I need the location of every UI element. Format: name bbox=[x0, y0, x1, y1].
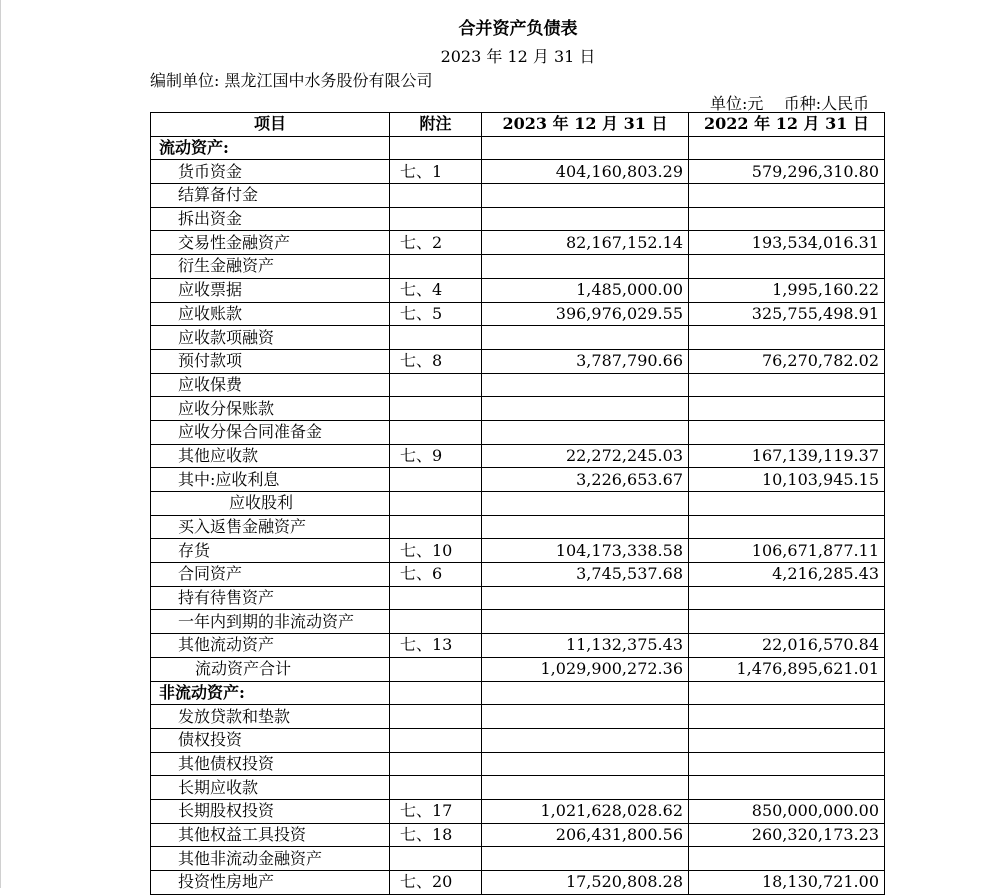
row-value-2022 bbox=[689, 610, 885, 634]
row-item: 流动资产合计 bbox=[151, 657, 390, 681]
row-note: 七、1 bbox=[390, 160, 482, 184]
row-value-2022: 579,296,310.80 bbox=[689, 160, 885, 184]
row-note: 七、13 bbox=[390, 634, 482, 658]
row-item: 其中:应收利息 bbox=[151, 468, 390, 492]
table-body bbox=[151, 136, 885, 894]
report-date: 2023 年 12 月 31 日 bbox=[440, 47, 596, 66]
row-note: 七、2 bbox=[390, 231, 482, 255]
row-item: 拆出资金 bbox=[151, 207, 390, 231]
row-value-2022: 193,534,016.31 bbox=[689, 231, 885, 255]
row-value-2023: 17,520,808.28 bbox=[482, 871, 689, 895]
table-row bbox=[151, 847, 885, 871]
row-item: 长期应收款 bbox=[151, 776, 390, 800]
table-row bbox=[151, 207, 885, 231]
table-row bbox=[151, 752, 885, 776]
row-item: 应收股利 bbox=[151, 492, 390, 516]
table-row bbox=[151, 349, 885, 373]
row-note: 七、4 bbox=[390, 278, 482, 302]
row-note: 七、10 bbox=[390, 539, 482, 563]
row-value-2022 bbox=[689, 207, 885, 231]
row-value-2023 bbox=[482, 705, 689, 729]
table-row bbox=[151, 184, 885, 208]
row-item: 应收分保账款 bbox=[151, 397, 390, 421]
row-value-2023: 1,021,628,028.62 bbox=[482, 799, 689, 823]
table-row bbox=[151, 397, 885, 421]
preparer-line bbox=[150, 68, 433, 91]
row-item: 货币资金 bbox=[151, 160, 390, 184]
row-item: 合同资产 bbox=[151, 563, 390, 587]
table-row bbox=[151, 705, 885, 729]
table-header-row bbox=[151, 113, 885, 137]
row-item: 衍生金融资产 bbox=[151, 255, 390, 279]
row-note bbox=[390, 326, 482, 350]
row-value-2023 bbox=[482, 728, 689, 752]
row-value-2022: 10,103,945.15 bbox=[689, 468, 885, 492]
row-value-2023 bbox=[482, 847, 689, 871]
row-note bbox=[390, 255, 482, 279]
row-note: 七、17 bbox=[390, 799, 482, 823]
row-value-2023 bbox=[482, 255, 689, 279]
table-row bbox=[151, 799, 885, 823]
preparer-label: 编制单位: bbox=[150, 71, 220, 90]
row-item: 存货 bbox=[151, 539, 390, 563]
row-item: 长期股权投资 bbox=[151, 799, 390, 823]
row-value-2022 bbox=[689, 705, 885, 729]
row-value-2022 bbox=[689, 420, 885, 444]
row-value-2023 bbox=[482, 420, 689, 444]
row-value-2023 bbox=[482, 397, 689, 421]
row-value-2023: 104,173,338.58 bbox=[482, 539, 689, 563]
header-item: 项目 bbox=[151, 113, 390, 137]
row-value-2023 bbox=[482, 207, 689, 231]
table-row bbox=[151, 231, 885, 255]
page-edge-line bbox=[0, 0, 1, 888]
row-note bbox=[390, 468, 482, 492]
row-item: 应收票据 bbox=[151, 278, 390, 302]
row-value-2023: 1,029,900,272.36 bbox=[482, 657, 689, 681]
row-value-2023 bbox=[482, 610, 689, 634]
row-value-2022 bbox=[689, 752, 885, 776]
row-item: 结算备付金 bbox=[151, 184, 390, 208]
header-2022: 2022 年 12 月 31 日 bbox=[689, 113, 885, 137]
row-value-2023 bbox=[482, 184, 689, 208]
row-note: 七、8 bbox=[390, 349, 482, 373]
row-value-2022 bbox=[689, 728, 885, 752]
row-value-2022 bbox=[689, 184, 885, 208]
table-row bbox=[151, 823, 885, 847]
row-item: 持有待售资产 bbox=[151, 586, 390, 610]
row-value-2022: 1,476,895,621.01 bbox=[689, 657, 885, 681]
table-row bbox=[151, 136, 885, 160]
row-item: 其他应收款 bbox=[151, 444, 390, 468]
row-value-2022 bbox=[689, 136, 885, 160]
row-value-2022 bbox=[689, 255, 885, 279]
row-value-2023: 404,160,803.29 bbox=[482, 160, 689, 184]
row-note: 七、9 bbox=[390, 444, 482, 468]
row-note bbox=[390, 610, 482, 634]
row-value-2023 bbox=[482, 373, 689, 397]
table-row bbox=[151, 492, 885, 516]
row-value-2023: 3,745,537.68 bbox=[482, 563, 689, 587]
row-value-2023 bbox=[482, 752, 689, 776]
table-row bbox=[151, 302, 885, 326]
row-note: 七、18 bbox=[390, 823, 482, 847]
table-row bbox=[151, 420, 885, 444]
table-row bbox=[151, 563, 885, 587]
row-item: 应收款项融资 bbox=[151, 326, 390, 350]
row-item: 应收账款 bbox=[151, 302, 390, 326]
row-item: 其他债权投资 bbox=[151, 752, 390, 776]
header-note: 附注 bbox=[390, 113, 482, 137]
row-note: 七、20 bbox=[390, 871, 482, 895]
row-note bbox=[390, 515, 482, 539]
table-row bbox=[151, 515, 885, 539]
row-value-2023 bbox=[482, 136, 689, 160]
row-value-2023 bbox=[482, 326, 689, 350]
row-item: 非流动资产: bbox=[151, 681, 390, 705]
row-item: 预付款项 bbox=[151, 349, 390, 373]
table-row bbox=[151, 255, 885, 279]
table-row bbox=[151, 681, 885, 705]
row-item: 应收保费 bbox=[151, 373, 390, 397]
table-row bbox=[151, 634, 885, 658]
row-value-2023: 3,226,653.67 bbox=[482, 468, 689, 492]
row-item: 买入返售金融资产 bbox=[151, 515, 390, 539]
row-note bbox=[390, 847, 482, 871]
row-item: 投资性房地产 bbox=[151, 871, 390, 895]
row-note bbox=[390, 136, 482, 160]
row-value-2022 bbox=[689, 847, 885, 871]
row-item: 债权投资 bbox=[151, 728, 390, 752]
row-note: 七、6 bbox=[390, 563, 482, 587]
row-value-2023: 1,485,000.00 bbox=[482, 278, 689, 302]
row-value-2022: 22,016,570.84 bbox=[689, 634, 885, 658]
table-row bbox=[151, 776, 885, 800]
row-value-2022 bbox=[689, 681, 885, 705]
row-value-2023 bbox=[482, 492, 689, 516]
row-note bbox=[390, 184, 482, 208]
row-note bbox=[390, 728, 482, 752]
row-value-2023 bbox=[482, 515, 689, 539]
row-note bbox=[390, 681, 482, 705]
row-note bbox=[390, 373, 482, 397]
table-row bbox=[151, 539, 885, 563]
header-2023: 2023 年 12 月 31 日 bbox=[482, 113, 689, 137]
preparer-name: 黑龙江国中水务股份有限公司 bbox=[224, 71, 433, 90]
row-note bbox=[390, 492, 482, 516]
row-item: 交易性金融资产 bbox=[151, 231, 390, 255]
table-row bbox=[151, 728, 885, 752]
row-value-2023 bbox=[482, 776, 689, 800]
row-value-2022 bbox=[689, 515, 885, 539]
row-note bbox=[390, 705, 482, 729]
row-value-2022 bbox=[689, 776, 885, 800]
balance-sheet-table bbox=[150, 112, 885, 895]
table-row bbox=[151, 373, 885, 397]
row-value-2023: 396,976,029.55 bbox=[482, 302, 689, 326]
row-value-2023: 11,132,375.43 bbox=[482, 634, 689, 658]
table-row bbox=[151, 444, 885, 468]
row-value-2022 bbox=[689, 326, 885, 350]
row-value-2022: 167,139,119.37 bbox=[689, 444, 885, 468]
row-note bbox=[390, 657, 482, 681]
row-value-2022 bbox=[689, 373, 885, 397]
row-item: 流动资产: bbox=[151, 136, 390, 160]
row-value-2022 bbox=[689, 397, 885, 421]
row-note bbox=[390, 586, 482, 610]
row-value-2022: 850,000,000.00 bbox=[689, 799, 885, 823]
row-value-2023 bbox=[482, 586, 689, 610]
table-row bbox=[151, 278, 885, 302]
table-row bbox=[151, 610, 885, 634]
row-value-2022: 4,216,285.43 bbox=[689, 563, 885, 587]
row-note bbox=[390, 776, 482, 800]
row-note: 七、5 bbox=[390, 302, 482, 326]
table-row bbox=[151, 657, 885, 681]
table-row bbox=[151, 468, 885, 492]
row-value-2022: 325,755,498.91 bbox=[689, 302, 885, 326]
row-value-2022 bbox=[689, 492, 885, 516]
currency-unit: 单位:元 币种:人民币 bbox=[710, 94, 870, 113]
row-value-2023: 3,787,790.66 bbox=[482, 349, 689, 373]
table-row bbox=[151, 586, 885, 610]
row-note bbox=[390, 420, 482, 444]
row-note bbox=[390, 752, 482, 776]
row-value-2022: 76,270,782.02 bbox=[689, 349, 885, 373]
row-value-2022 bbox=[689, 586, 885, 610]
row-value-2023: 22,272,245.03 bbox=[482, 444, 689, 468]
row-value-2023: 82,167,152.14 bbox=[482, 231, 689, 255]
row-note bbox=[390, 207, 482, 231]
row-item: 其他流动资产 bbox=[151, 634, 390, 658]
row-item: 其他权益工具投资 bbox=[151, 823, 390, 847]
document-title: 合并资产负债表 bbox=[458, 19, 578, 39]
table-row bbox=[151, 160, 885, 184]
row-item: 一年内到期的非流动资产 bbox=[151, 610, 390, 634]
row-value-2023 bbox=[482, 681, 689, 705]
table-row bbox=[151, 326, 885, 350]
row-value-2023: 206,431,800.56 bbox=[482, 823, 689, 847]
row-item: 发放贷款和垫款 bbox=[151, 705, 390, 729]
row-value-2022: 106,671,877.11 bbox=[689, 539, 885, 563]
table-row bbox=[151, 871, 885, 895]
row-note bbox=[390, 397, 482, 421]
row-value-2022: 1,995,160.22 bbox=[689, 278, 885, 302]
row-value-2022: 260,320,173.23 bbox=[689, 823, 885, 847]
row-item: 应收分保合同准备金 bbox=[151, 420, 390, 444]
row-value-2022: 18,130,721.00 bbox=[689, 871, 885, 895]
row-item: 其他非流动金融资产 bbox=[151, 847, 390, 871]
